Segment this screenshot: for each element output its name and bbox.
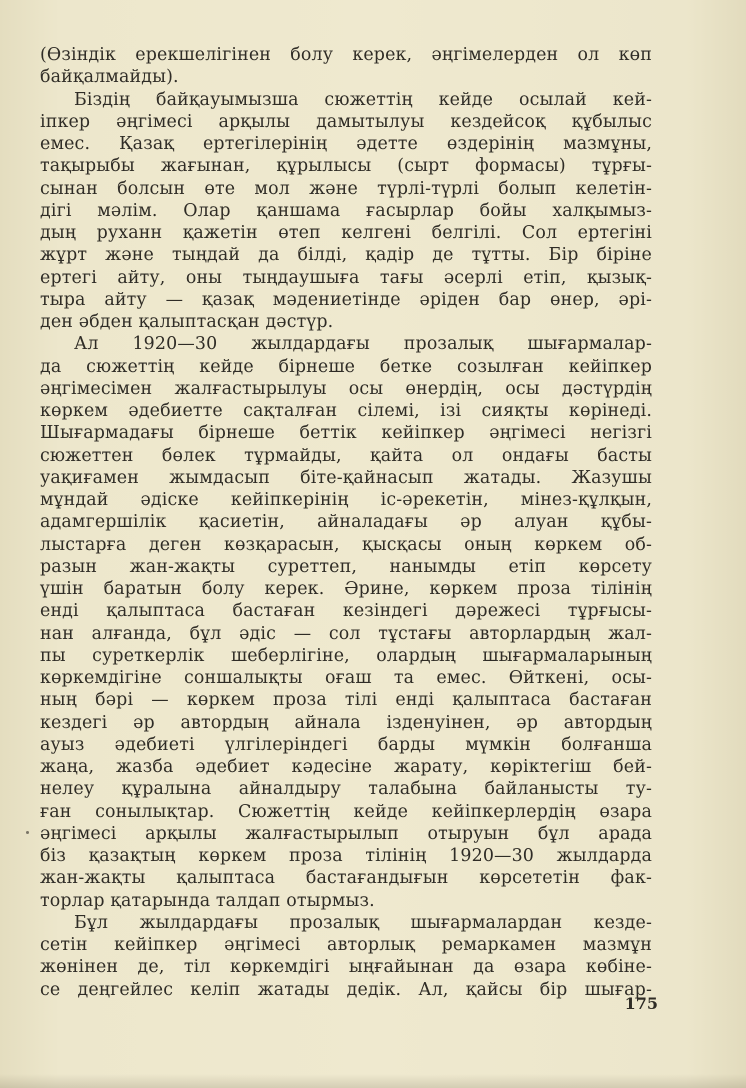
text-line: әңгімесі арқылы жалғастырылып отыруын бұл арада [40,823,652,844]
text-line: (Өзіндік ерекшелігінен болу керек, әңгімелерден ол көп [40,45,652,65]
page-number: 175 [624,994,658,1013]
text-line: енді қалыптаса бастаған кезіндегі дәрежесі тұрғысы- [40,601,652,622]
text-line: тыра айту — қазақ мәдениетінде әріден бар өнер, әрі- [40,289,652,310]
text-line: көркемдігіне соншалықты оғаш та емес. Өйткені, осы- [40,668,652,688]
text-line: ның бәрі — көркем проза тілі енді қалыптаса бастаған [40,690,652,711]
text-line: көркем әдебиетте сақталған сілемі, ізі сияқты көрінеді. [40,401,652,421]
text-line: адамгершілік қасиетін, айналадағы әр алуан құбы- [40,512,652,533]
text-line: жан-жақты қалыптаса бастағандығын көрсететін фак- [40,868,652,889]
text-line: әңгімесімен жалғастырылуы осы өнердің, осы дәстүрдің [40,378,652,399]
text-line: үшін баратын болу керек. Әрине, көркем проза тілінің [40,579,652,599]
text-line: торлар қатарында талдап отырмыз. [40,890,375,911]
text-line: байқалмайды). [40,67,179,88]
text-line: сынан болсын өте мол және түрлі-түрлі болып келетін- [40,178,652,199]
text-line: ған сонылықтар. Сюжеттің кейде кейіпкерлердің өзара [40,801,652,822]
text-line: ертегі айту, оны тыңдаушыға тағы әсерлі етіп, қызық- [40,267,652,288]
text-line: сюжеттен бөлек тұрмайды, қайта ол ондағы басты [40,445,652,466]
text-line: дың руханн қажетін өтеп келгені белгілі. Сол ертегіні [40,223,652,243]
text-line: кездегі әр автордың айнала ізденуінен, әр автордың [40,712,652,733]
text-line: біз қазақтың көркем проза тілінің 1920—30 жылдарда [40,846,652,866]
text-line: нелеу құралына айналдыру талабына байланысты ту- [40,779,652,800]
text-line: Біздің байқауымызша сюжеттің кейде осылай кей- [74,89,652,110]
text-line: мұндай әдіске кейіпкерінің іс-әрекетін, мінез-құлқын, [40,490,652,510]
page-edge-shadow [0,1074,746,1088]
text-line: дігі мәлім. Олар қаншама ғасырлар бойы халқымыз- [40,200,652,221]
text-line: жаңа, жазба әдебиет кәдесіне жарату, көріктегіш бей- [40,757,652,777]
text-line: Бұл жылдардағы прозалық шығармалардан кезде- [74,912,652,933]
text-line: емес. Қазақ ертегілерінің әдетте өздерінің мазмұны, [40,134,652,154]
body-text [40,44,652,1001]
text-line: ауыз әдебиеті үлгілеріндегі барды мүмкін болғанша [40,734,652,755]
text-line: да сюжеттің кейде бірнеше бетке созылған кейіпкер [40,356,652,377]
text-line: нан алғанда, бұл әдіс — сол тұстағы авторлардың жал- [40,623,652,644]
text-line: сетін кейіпкер әңгімесі авторлық ремаркамен мазмұн [40,935,652,955]
margin-mark [26,831,29,834]
text-line: жөнінен де, тіл көркемдігі ыңғайынан да өзара көбіне- [40,957,652,978]
text-line: пы суреткерлік шеберлігіне, олардың шығармаларының [40,645,652,666]
text-line: іпкер әңгімесі арқылы дамытылуы кездейсоқ құбылыс [40,111,652,132]
text-line: се деңгейлес келіп жатады дедік. Ал, қайсы бір шығар- [40,979,652,1000]
text-line: разын жан-жақты суреттеп, нанымды етіп көрсету [40,556,652,577]
text-line: ден әбден қалыптасқан дәстүр. [40,312,334,332]
text-line: Шығармадағы бірнеше беттік кейіпкер әңгімесі негізгі [40,423,652,444]
text-line: жұрт және тыңдай да білді, қадір де тұтты. Бір біріне [40,245,652,266]
text-line: тақырыбы жағынан, құрылысы (сырт формасы) тұрғы- [40,156,652,177]
text-line: Ал 1920—30 жылдардағы прозалық шығармалар- [74,334,652,355]
text-line: лыстарға деген көзқарасын, қысқасы оның көркем об- [40,534,652,555]
text-line: уақиғамен жымдасып біте-қайнасып жатады. Жазушы [40,467,652,488]
